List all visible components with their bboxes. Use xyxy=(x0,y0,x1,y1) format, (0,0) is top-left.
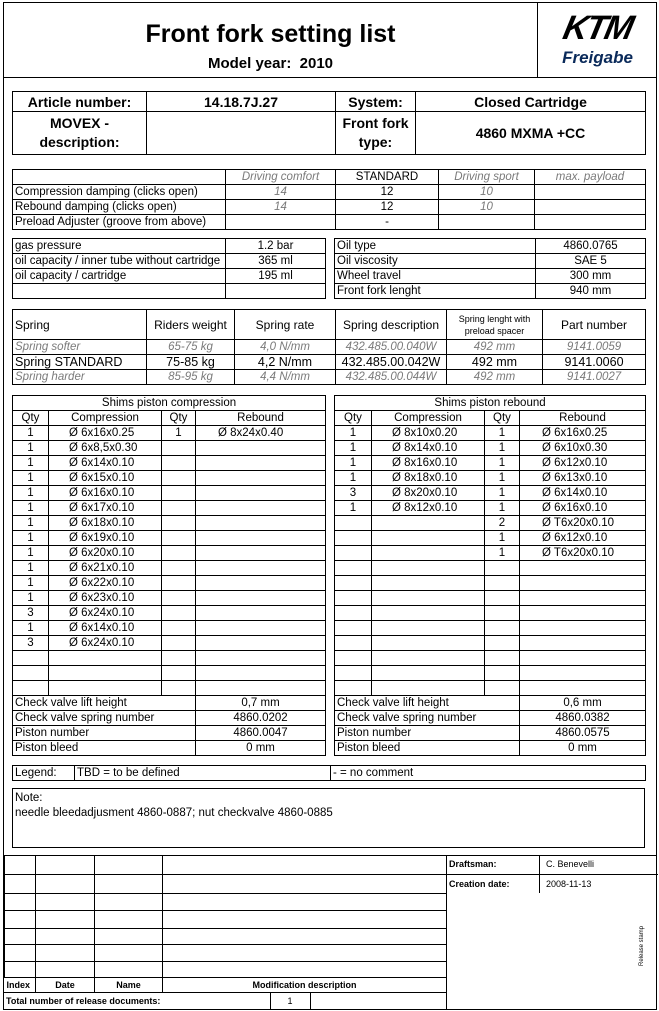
spec-row: Check valve spring number 4860.0382 xyxy=(335,711,646,726)
table-row xyxy=(13,666,326,681)
release-count: 1 xyxy=(270,993,310,1010)
table-row: 3 Ø 8x20x0.10 1 Ø 6x14x0.10 xyxy=(335,486,646,501)
table-row: 3 Ø 6x24x0.10 xyxy=(13,636,326,651)
title-block xyxy=(4,3,538,78)
movex-value xyxy=(147,112,336,155)
fork-type-value: 4860 MXMA +CC xyxy=(416,112,646,155)
table-row xyxy=(335,591,646,606)
table-row xyxy=(335,576,646,591)
table-row xyxy=(335,636,646,651)
ktm-logo-icon: KTM xyxy=(559,9,636,47)
table-row: 1 Ø 6x8,5x0.30 xyxy=(13,441,326,456)
oil-spec-table: Oil type 4860.0765 Oil viscosity SAE 5 Wheel travel 300 mm Front fork lenght 940 mm xyxy=(334,238,646,299)
table-row: 1 Ø 6x21x0.10 xyxy=(13,561,326,576)
note-box: Note: needle bleedadjusment 4860-0887; nut checkvalve 4860-0885 xyxy=(12,788,645,848)
table-row: 1 Ø 6x18x0.10 xyxy=(13,516,326,531)
table-row: 1 Ø T6x20x0.10 xyxy=(335,546,646,561)
spec-row: Piston bleed 0 mm xyxy=(335,741,646,756)
page-title: Front fork setting list xyxy=(145,20,396,48)
table-row: 1 Ø 6x16x0.25 1 Ø 8x24x0.40 xyxy=(13,426,326,441)
table-row: 1 Ø 6x23x0.10 xyxy=(13,591,326,606)
spec-row: Piston bleed 0 mm xyxy=(13,741,326,756)
table-row xyxy=(335,561,646,576)
table-row: 1 Ø 6x17x0.10 xyxy=(13,501,326,516)
table-row: 1 Ø 8x12x0.10 1 Ø 6x16x0.10 xyxy=(335,501,646,516)
table-row xyxy=(13,651,326,666)
table-row: Preload Adjuster (groove from above) - xyxy=(13,215,646,230)
revision-table: Index Date Name Modification description xyxy=(4,855,447,993)
spec-row: Check valve lift height 0,6 mm xyxy=(335,696,646,711)
table-row: 1 Ø 6x16x0.10 xyxy=(13,486,326,501)
document-page xyxy=(3,2,657,1010)
table-row xyxy=(13,681,326,696)
release-stamp-label: Release stamp xyxy=(639,925,646,967)
spec-row: Piston number 4860.0575 xyxy=(335,726,646,741)
table-row: Spring harder 85-95 kg 4,4 N/mm 432.485.00.044W 492 mm 9141.0027 xyxy=(13,370,646,385)
table-row: 3 Ø 6x24x0.10 xyxy=(13,606,326,621)
table-row: Spring softer 65-75 kg 4,0 N/mm 432.485.00.040W 492 mm 9141.0059 xyxy=(13,340,646,355)
table-row xyxy=(335,606,646,621)
system-value: Closed Cartridge xyxy=(416,92,646,112)
table-row: Spring STANDARD 75-85 kg 4,2 N/mm 432.485.00.042W 492 mm 9141.0060 xyxy=(13,355,646,370)
spring-table: Spring Riders weight Spring rate Spring description Spring lenght with preload spacer Part number Spring softer 65-75 kg 4,0 N/mm 432.485.00.040W 492 mm 9141.0059 Spring STANDARD 75-85 kg 4,2 N/mm 432.485.00.042W 492 mm 9141.0060 Spring harder 85-95 kg 4,4 N/mm 432.485.00.044W 492 mm 9141.0027 xyxy=(12,309,646,385)
damping-table: Driving comfort STANDARD Driving sport max. payload Compression damping (clicks open) 14 12 10 Rebound damping (clicks open) 14 12 10 Preload Adjuster (groove from above) - xyxy=(12,169,646,230)
table-row: 1 Ø 6x22x0.10 xyxy=(13,576,326,591)
table-row: 1 Ø 6x19x0.10 xyxy=(13,531,326,546)
release-count-table: Total number of release documents: 1 xyxy=(4,992,447,1010)
spec-row: Check valve spring number 4860.0202 xyxy=(13,711,326,726)
article-number: 14.18.7J.27 xyxy=(147,92,336,112)
table-row: 1 Ø 8x14x0.10 1 Ø 6x10x0.30 xyxy=(335,441,646,456)
shims-rebound-table: Shims piston rebound Qty Compression Qty Rebound 1 Ø 8x10x0.20 1 Ø 6x16x0.25 1 Ø 8x14x0.10 1 Ø 6x10x0.30 1 Ø 8x16x0.10 1 Ø 6x12x0.10 1 Ø 8x18x0.10 1 Ø 6x13x0.10 3 Ø 8x20x0.10 1 Ø 6x14x0.10 1 Ø 8x12x0.10 1 Ø 6x16x0.10 2 Ø T6x20x0.10 1 Ø 6x12x0.10 1 Ø T6x20x0.10 Check valve lift height 0,6 mm Check valve spring number 4860.0382 Piston number 4860.0575 Piston bleed 0 mm xyxy=(334,395,646,756)
draftsman-value: C. Benevelli xyxy=(540,855,658,874)
table-row xyxy=(335,651,646,666)
freigabe-label: Freigabe xyxy=(562,48,633,67)
article-table: Article number: 14.18.7J.27 System: Closed Cartridge MOVEX - description: Front fork type: 4860 MXMA +CC xyxy=(12,91,646,155)
model-year: Model year: 2010 xyxy=(207,55,334,72)
draftsman-table: Draftsman: C. Benevelli Creation date: 2008-11-13 xyxy=(446,855,658,893)
table-row: 1 Ø 6x15x0.10 xyxy=(13,471,326,486)
note-text: needle bleedadjusment 4860-0887; nut checkvalve 4860-0885 xyxy=(15,807,333,819)
table-row xyxy=(335,681,646,696)
gas-oil-table: gas pressure 1.2 bar oil capacity / inner tube without cartridge 365 ml oil capacity / cartridge 195 ml xyxy=(12,238,326,299)
creation-date-value: 2008-11-13 xyxy=(540,874,658,893)
ktm-logo xyxy=(538,3,657,78)
table-row: 1 Ø 6x12x0.10 xyxy=(335,531,646,546)
legend-table: Legend: TBD = to be defined - = no comment xyxy=(12,765,646,781)
table-row xyxy=(335,666,646,681)
table-row: 1 Ø 6x14x0.10 xyxy=(13,456,326,471)
table-row: 1 Ø 8x16x0.10 1 Ø 6x12x0.10 xyxy=(335,456,646,471)
table-row: 1 Ø 8x18x0.10 1 Ø 6x13x0.10 xyxy=(335,471,646,486)
table-row: Compression damping (clicks open) 14 12 10 xyxy=(13,185,646,200)
table-row: 2 Ø T6x20x0.10 xyxy=(335,516,646,531)
table-row: Rebound damping (clicks open) 14 12 10 xyxy=(13,200,646,215)
table-row xyxy=(335,621,646,636)
table-row: 1 Ø 6x14x0.10 xyxy=(13,621,326,636)
table-row: 1 Ø 6x20x0.10 xyxy=(13,546,326,561)
table-row: 1 Ø 8x10x0.20 1 Ø 6x16x0.25 xyxy=(335,426,646,441)
spec-row: Check valve lift height 0,7 mm xyxy=(13,696,326,711)
spec-row: Piston number 4860.0047 xyxy=(13,726,326,741)
shims-compression-table: Shims piston compression Qty Compression Qty Rebound 1 Ø 6x16x0.25 1 Ø 8x24x0.40 1 Ø 6x8,5x0.30 1 Ø 6x14x0.10 1 Ø 6x15x0.10 1 Ø 6x16x0.10 1 Ø 6x17x0.10 1 Ø 6x18x0.10 1 Ø 6x19x0.10 1 Ø 6x20x0.10 1 Ø 6x21x0.10 1 Ø 6x22x0.10 1 Ø 6x23x0.10 3 Ø 6x24x0.10 1 Ø 6x14x0.10 3 Ø 6x24x0.10 Check valve lift height 0,7 mm Check valve spring number 4860.0202 Piston number 4860.0047 Piston bleed 0 mm xyxy=(12,395,326,756)
